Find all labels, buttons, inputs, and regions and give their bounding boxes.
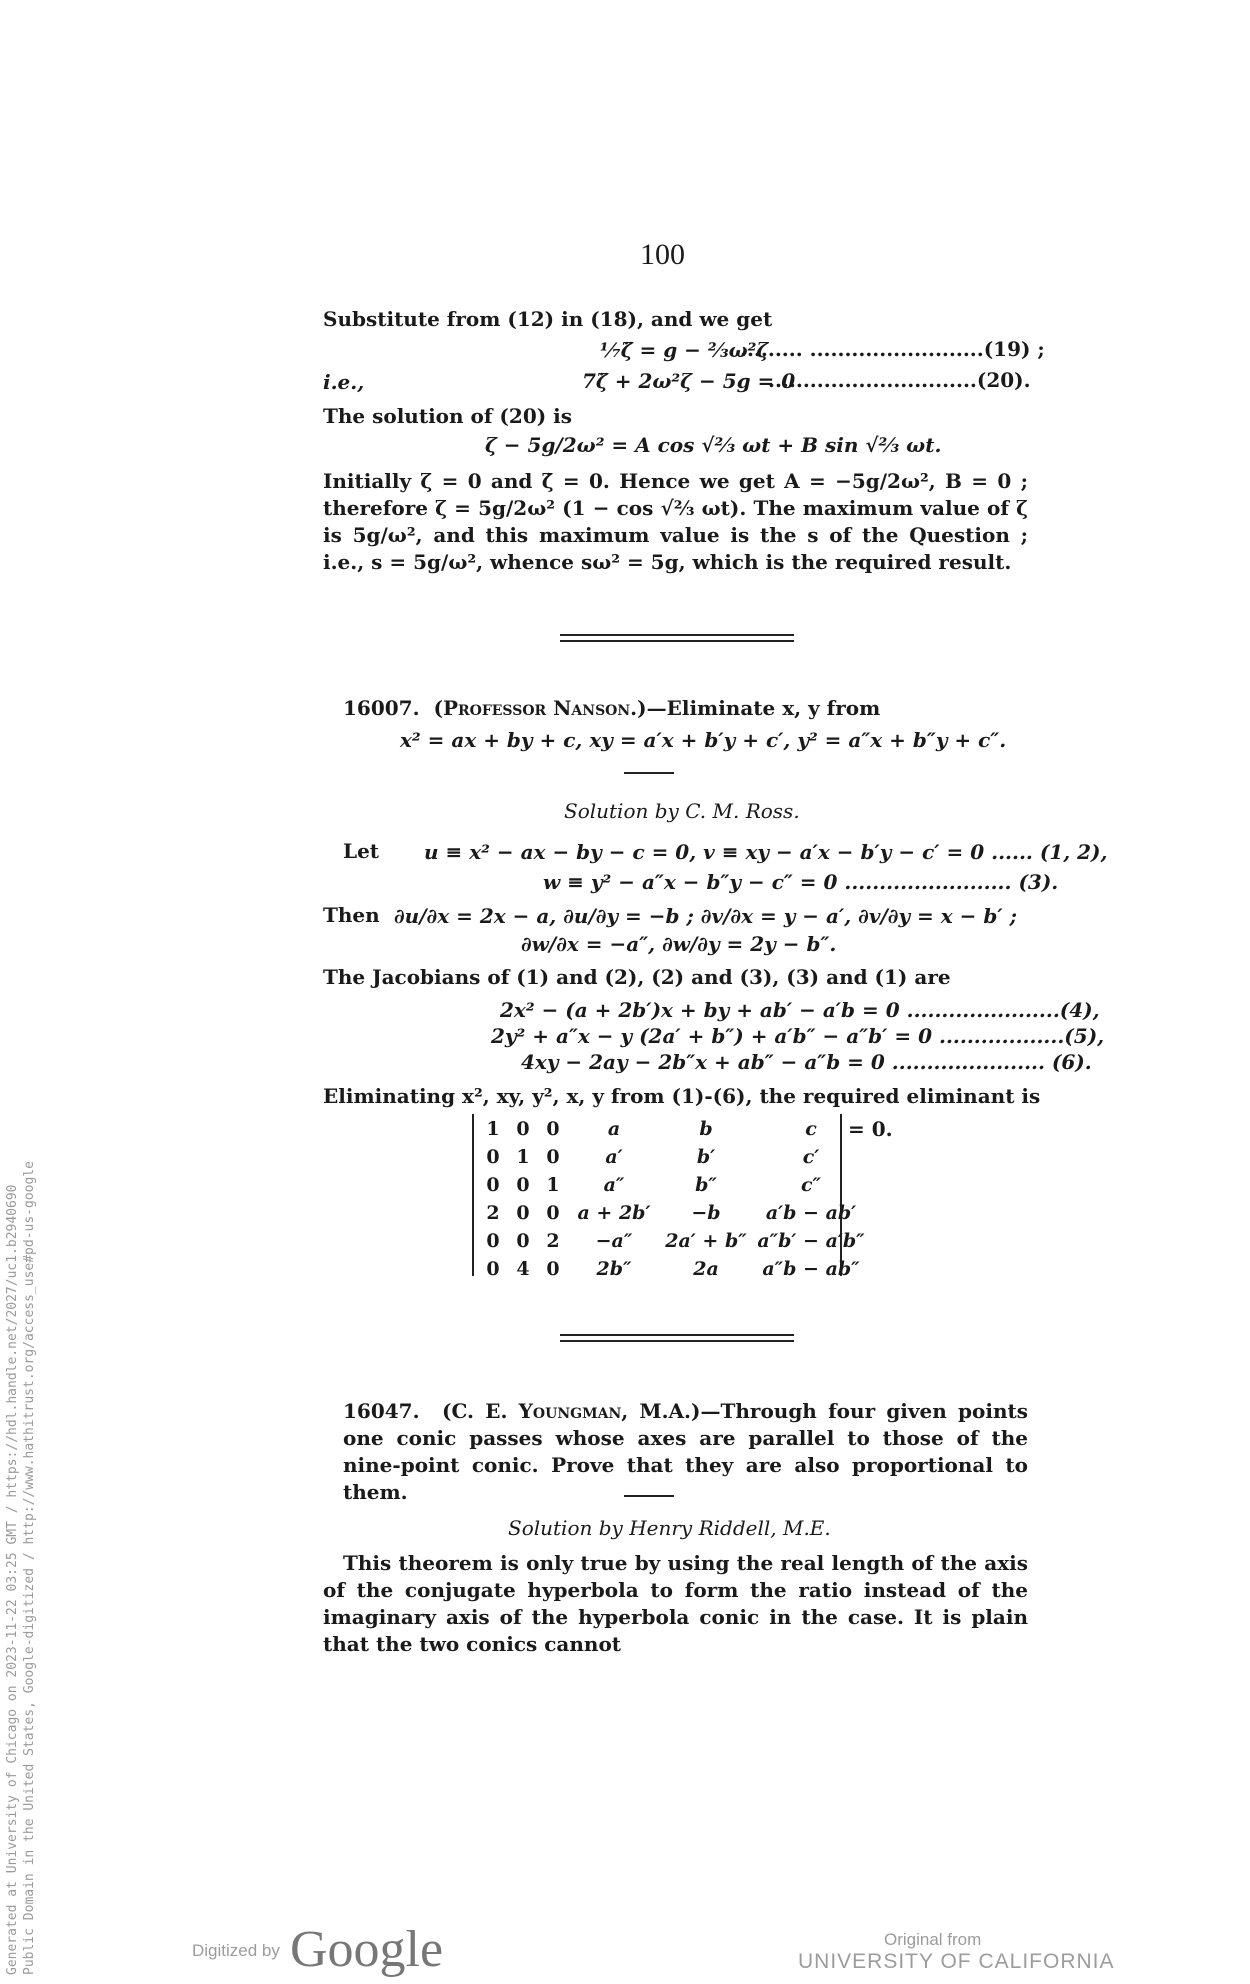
intro-line: Substitute from (12) in (18), and we get [323, 307, 773, 331]
determinant-cell: c″ [800, 1174, 822, 1196]
then-label: Then [323, 903, 380, 927]
determinant-row [478, 1171, 870, 1199]
determinant-table [478, 1115, 870, 1283]
equation-3: w ≡ y² − a″x − b″y − c″ = 0 ........................ (3). [543, 870, 1059, 894]
equation-19-number: ......... .........................(19) ; [740, 337, 1045, 361]
equation-19: ⅐ζ̈ = g − ⅔ω²ζ [600, 338, 769, 362]
determinant-cell: a [607, 1118, 621, 1140]
determinant-row [478, 1255, 870, 1283]
determinant-cell: 0 [546, 1202, 560, 1224]
determinant-cell: a″ [603, 1174, 625, 1196]
google-logo: Google [290, 1921, 444, 1978]
equation-20: 7ζ̈ + 2ω²ζ − 5g = 0 [582, 369, 796, 393]
page-number: 100 [640, 238, 685, 271]
determinant-cell: 2a [693, 1258, 719, 1280]
ie-label: i.e., [323, 370, 365, 394]
section-divider [560, 634, 794, 636]
partials-line-1: ∂u/∂x = 2x − a, ∂u/∂y = −b ; ∂v/∂x = y − a′, ∂v/∂y = x − b′ ; [394, 904, 1017, 928]
determinant-cell: 0 [546, 1258, 560, 1280]
determinant-cell: a′b − ab′ [765, 1202, 857, 1224]
short-divider [624, 772, 674, 774]
determinant-cell: a″b − ab″ [762, 1258, 860, 1280]
determinant-cell: b″ [695, 1174, 717, 1196]
question-task: —Eliminate x, y from [646, 696, 881, 720]
question-author: (C. E. Youngman, M.A.) [442, 1399, 701, 1423]
equation-4: 2x² − (a + 2b′)x + by + ab′ − a′b = 0 ......................(4), [500, 998, 1100, 1022]
solution-author: Solution by Henry Riddell, M.E. [508, 1516, 831, 1540]
determinant-cell: 0 [516, 1202, 530, 1224]
determinant-cell: 0 [486, 1230, 500, 1252]
question-number: 16007. [343, 696, 420, 720]
determinant-cell: −a″ [595, 1230, 633, 1252]
hathitrust-stamp: Generated at University of Chicago on 2023-11-22 03:25 GMT / https://hdl.handle.net/2027/uc1.b2940690 Public Domain in the United States, Google-digitized / http://www.hathitrust.org/access_use#pd-us-google [5, 1161, 37, 1975]
equation-6: 4xy − 2ay − 2b″x + ab″ − a″b = 0 ...................... (6). [521, 1050, 1092, 1074]
determinant-cell: 0 [546, 1146, 560, 1168]
determinant-cell: 2 [546, 1230, 560, 1252]
equation-20-number: ..............................(20). [768, 368, 1031, 392]
equation-1-2: u ≡ x² − ax − by − c = 0, v ≡ xy − a′x − b′y − c′ = 0 ...... (1, 2), [424, 840, 1108, 864]
determinant-left-bar [472, 1114, 474, 1276]
section-divider [560, 640, 794, 642]
determinant-cell: 1 [546, 1174, 560, 1196]
determinant-cell: 4 [516, 1258, 530, 1280]
determinant-cell: c′ [802, 1146, 820, 1168]
determinant-cell: 0 [546, 1118, 560, 1140]
determinant-row [478, 1227, 870, 1255]
determinant-cell: 0 [516, 1230, 530, 1252]
section-divider [560, 1340, 794, 1342]
determinant-cell: 0 [486, 1146, 500, 1168]
digitized-by-label: Digitized by [192, 1941, 280, 1960]
question-16007-header [343, 695, 880, 722]
equation-5: 2y² + a″x − y (2a′ + b″) + a′b″ − a″b′ = 0 ..................(5), [491, 1024, 1105, 1048]
determinant-cell: 1 [486, 1118, 500, 1140]
determinant-cell: 2 [486, 1202, 500, 1224]
determinant-cell: 1 [516, 1146, 530, 1168]
determinant-cell: a″b′ − a′b″ [757, 1230, 865, 1252]
determinant-cell: b′ [696, 1146, 716, 1168]
determinant-row [478, 1143, 870, 1171]
let-label: Let [343, 839, 380, 863]
solution-intro: The solution of (20) is [323, 404, 573, 428]
solution-body: This theorem is only true by using the real length of the axis of the conjugate hyperbola to form the ratio instead of the imaginary axis of the hyperbola conic in the case. It is plain that the two conics cannot [323, 1551, 1028, 1656]
determinant-cell: b [699, 1118, 713, 1140]
short-divider [624, 1495, 674, 1497]
determinant-cell: −b [691, 1202, 721, 1224]
original-from-label: Original from [884, 1930, 982, 1949]
determinant-cell: 0 [516, 1174, 530, 1196]
jacobians-intro: The Jacobians of (1) and (2), (2) and (3), (3) and (1) are [323, 965, 951, 989]
determinant-cell: a + 2b′ [577, 1202, 651, 1224]
question-author: (Professor Nanson.) [433, 696, 647, 720]
determinant-row [478, 1115, 870, 1143]
determinant-cell: 2b″ [596, 1258, 632, 1280]
partials-line-2: ∂w/∂x = −a″, ∂w/∂y = 2y − b″. [521, 932, 837, 956]
question-system: x² = ax + by + c, xy = a′x + b′y + c′, y² = a″x + b″y + c″. [400, 728, 1007, 752]
question-16047 [343, 1398, 1028, 1506]
section-divider [560, 1334, 794, 1336]
determinant-cell: 0 [486, 1258, 500, 1280]
determinant-row [478, 1199, 870, 1227]
determinant-cell: 0 [486, 1174, 500, 1196]
university-label: UNIVERSITY OF CALIFORNIA [798, 1950, 1115, 1973]
determinant-cell: a′ [605, 1146, 623, 1168]
eliminant-intro: Eliminating x², xy, y², x, y from (1)-(6), the required eliminant is [323, 1084, 1041, 1108]
question-text: —Through four given points one conic passes whose axes are parallel to those of the nine-point conic. Prove that they are also proportional to them. [343, 1399, 1028, 1504]
question-number: 16047. [343, 1399, 420, 1423]
determinant-cell: 0 [516, 1118, 530, 1140]
determinant-cell: c [805, 1118, 817, 1140]
paragraph-initially: Initially ζ = 0 and ζ̇ = 0. Hence we get A = −5g/2ω², B = 0 ; therefore ζ = 5g/2ω² (1 − cos √⅔ ωt). The maximum value of ζ is 5g/ω², and this maximum value is the s of the Question ; i.e., s = 5g/ω², whence sω² = 5g, which is the required result. [323, 469, 1028, 574]
determinant-cell: 2a′ + b″ [665, 1230, 747, 1252]
solution-author: Solution by C. M. Ross. [564, 799, 800, 823]
solution-equation: ζ − 5g/2ω² = A cos √⅔ ωt + B sin √⅔ ωt. [485, 433, 942, 457]
determinant-equals: = 0. [848, 1117, 893, 1141]
